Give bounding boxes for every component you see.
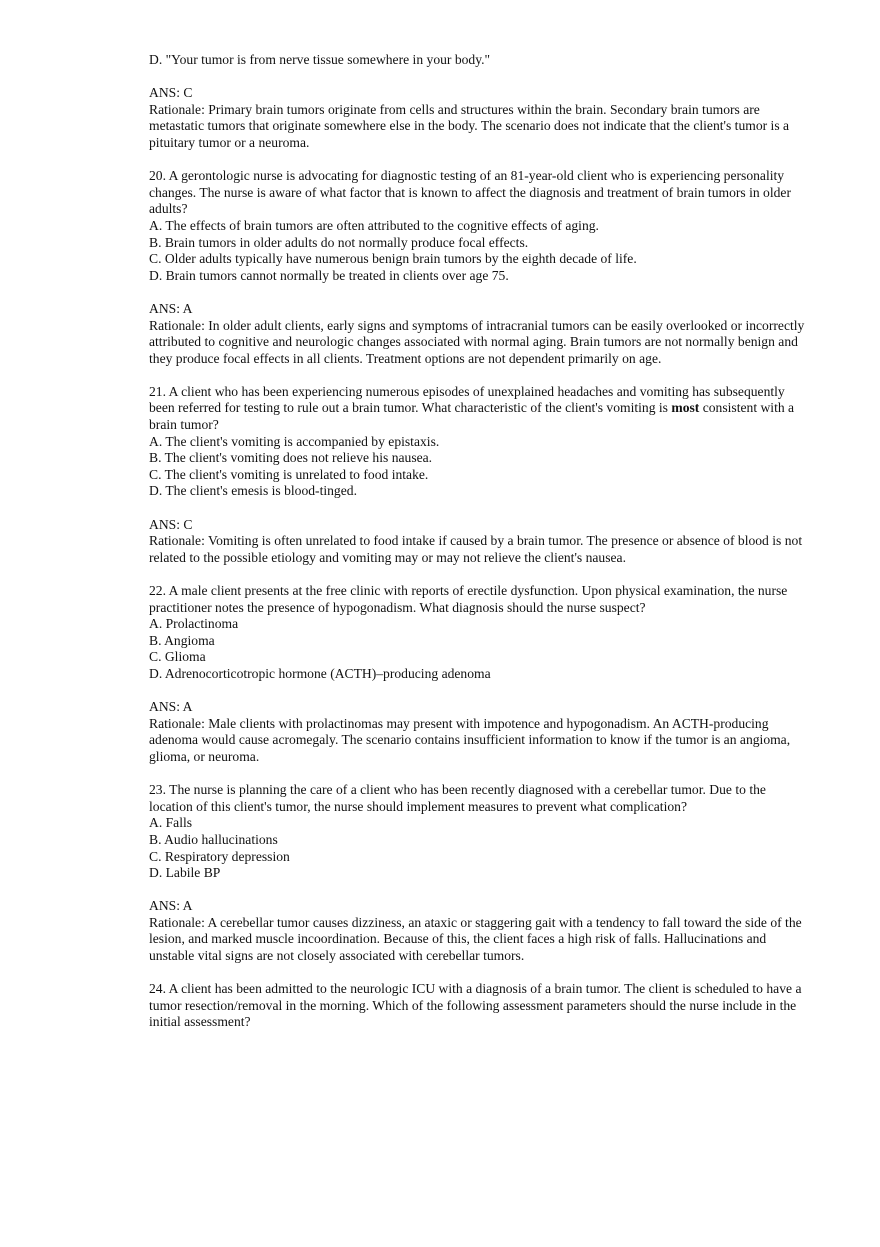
q23-option-a: A. Falls	[149, 815, 193, 831]
q21-option-a: A. The client's vomiting is accompanied by epistaxis.	[149, 433, 440, 449]
q22-option-d: D. Adrenocorticotropic hormone (ACTH)–producing adenoma	[149, 665, 491, 681]
q22-option-a: A. Prolactinoma	[149, 616, 239, 632]
q23-rationale: Rationale: A cerebellar tumor causes dizziness, an ataxic or staggering gait with a tendency to fall toward the side of the lesion, and marked muscle incoordination. Because of this, the client faces a high risk of falls. Hallucinations and unstable vital signs are not closely associated with cerebellar tumors.	[149, 914, 802, 964]
q21-question	[149, 384, 809, 434]
document-page	[149, 52, 809, 1031]
q23-answer: ANS: A	[149, 898, 193, 914]
q20-option-a: A. The effects of brain tumors are often attributed to the cognitive effects of aging.	[149, 217, 599, 233]
q22-option-b: B. Angioma	[149, 632, 215, 648]
q21-option-b: B. The client's vomiting does not relieve his nausea.	[149, 450, 433, 466]
q20-option-d: D. Brain tumors cannot normally be treated in clients over age 75.	[149, 267, 509, 283]
q21-question-text-end: consistent with a brain tumor?	[149, 400, 795, 433]
q19-rationale: Rationale: Primary brain tumors originate from cells and structures within the brain. Secondary brain tumors are metastatic tumors that originate somewhere else in the body. The scenario does not indicate that the client's tumor is a pituitary tumor or a neuroma.	[149, 101, 790, 150]
q21-option-c: C. The client's vomiting is unrelated to food intake.	[149, 466, 429, 482]
q22-option-c: C. Glioma	[149, 649, 206, 665]
q22-rationale: Rationale: Male clients with prolactinomas may present with impotence and hypogonadism. An ACTH-producing adenoma would cause acromegaly. The scenario contains insufficient information to know if the tumor is an angioma, glioma, or neuroma.	[149, 715, 791, 764]
q24-question: 24. A client has been admitted to the neurologic ICU with a diagnosis of a brain tumor. The client is scheduled to have a tumor resection/removal in the morning. Which of the following assessment parameters should the nurse include in the initial assessment?	[149, 981, 802, 1030]
q21-question-emphasis: most	[671, 400, 700, 416]
q23-option-b: B. Audio hallucinations	[149, 831, 278, 847]
q21-rationale: Rationale: Vomiting is often unrelated to food intake if caused by a brain tumor. The presence or absence of blood is not related to the possible etiology and vomiting may or may not relieve the client's nausea.	[149, 533, 803, 565]
q23-option-c: C. Respiratory depression	[149, 848, 290, 864]
q21-question-text: 21. A client who has been experiencing numerous episodes of unexplained headaches and vomiting has subsequently been referred for testing to rule out a brain tumor. What characteristic of the client's vomiting is	[149, 383, 785, 416]
q23-question: 23. The nurse is planning the care of a client who has been recently diagnosed with a cerebellar tumor. Due to the location of this client's tumor, the nurse should implement measures to prevent what complication?	[149, 782, 766, 814]
q20-option-c: C. Older adults typically have numerous benign brain tumors by the eighth decade of life.	[149, 251, 637, 267]
q21-answer: ANS: C	[149, 516, 193, 532]
q21-option-d: D. The client's emesis is blood-tinged.	[149, 483, 357, 499]
q22-answer: ANS: A	[149, 699, 193, 715]
q22-question: 22. A male client presents at the free clinic with reports of erectile dysfunction. Upon physical examination, the nurse practitioner notes the presence of hypogonadism. What diagnosis should the nurse suspect?	[149, 583, 788, 615]
q23-option-d: D. Labile BP	[149, 865, 221, 881]
q20-rationale: Rationale: In older adult clients, early signs and symptoms of intracranial tumors can be easily overlooked or incorrectly attributed to cognitive and neurologic changes associated with normal aging. Brain tumors are not normally benign and they produce focal effects in all clients. Treatment options are not dependent primarily on age.	[149, 317, 805, 366]
q19-answer: ANS: C	[149, 85, 193, 101]
q20-option-b: B. Brain tumors in older adults do not normally produce focal effects.	[149, 234, 529, 250]
q20-question: 20. A gerontologic nurse is advocating for diagnostic testing of an 81-year-old client who is experiencing personality changes. The nurse is aware of what factor that is known to affect the diagnosis and treatment of brain tumors in older adults?	[149, 168, 791, 217]
q19-option-d: D. "Your tumor is from nerve tissue somewhere in your body."	[149, 52, 491, 67]
q20-answer: ANS: A	[149, 300, 193, 316]
